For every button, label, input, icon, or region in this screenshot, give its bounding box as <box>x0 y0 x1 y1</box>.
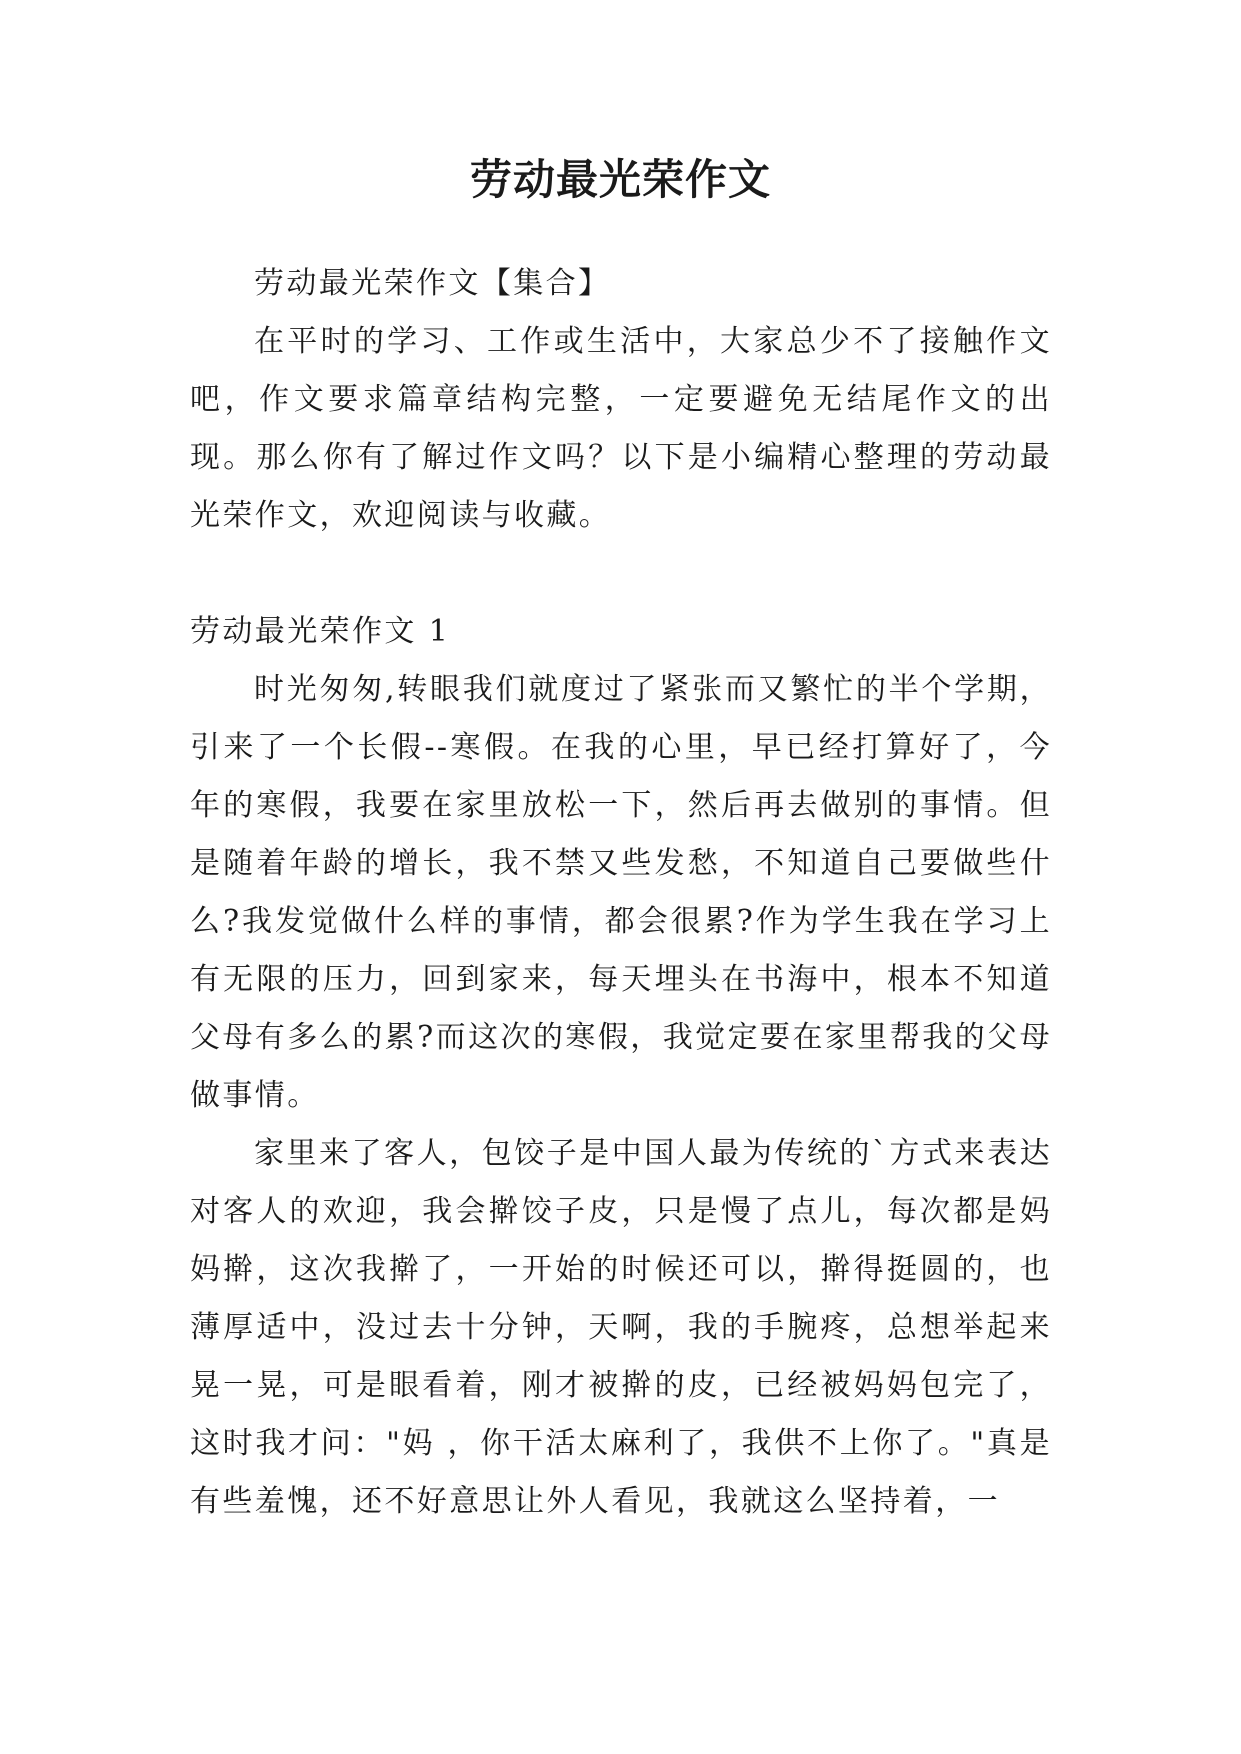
section-heading: 劳动最光荣作文 1 <box>190 614 451 649</box>
intro-paragraph: 在平时的学习、工作或生活中，大家总少不了接触作文吧，作文要求篇章结构完整，一定要避免无结尾作文的出现。那么你有了解过作文吗？以下是小编精心整理的劳动最光荣作文，欢迎阅读与收藏。 <box>190 324 1052 533</box>
document-body <box>190 255 1052 1531</box>
body-paragraph: 时光匆匆,转眼我们就度过了紧张而又繁忙的半个学期，引来了一个长假--寒假。在我的心里，早已经打算好了，今年的寒假，我要在家里放松一下，然后再去做别的事情。但是随着年龄的增长，我不禁又些发愁，不知道自己要做些什么?我发觉做什么样的事情，都会很累?作为学生我在学习上有无限的压力，回到家来，每天埋头在书海中，根本不知道父母有多么的累?而这次的寒假，我觉定要在家里帮我的父母做事情。 <box>190 672 1052 1113</box>
document-subtitle: 劳动最光荣作文【集合】 <box>254 266 611 301</box>
body-paragraph: 家里来了客人，包饺子是中国人最为传统的`方式来表达对客人的欢迎，我会擀饺子皮，只是慢了点儿，每次都是妈妈擀，这次我擀了，一开始的时候还可以，擀得挺圆的，也薄厚适中，没过去十分钟，天啊，我的手腕疼，总想举起来晃一晃，可是眼看着，刚才被擀的皮，已经被妈妈包完了，这时我才问："妈 ，你干活太麻利了，我供不上你了。"真是有些羞愧，还不好意思让外人看见，我就这么坚持着，一 <box>190 1136 1052 1519</box>
section-spacer <box>190 545 1052 603</box>
document-title: 劳动最光荣作文 <box>469 155 771 204</box>
